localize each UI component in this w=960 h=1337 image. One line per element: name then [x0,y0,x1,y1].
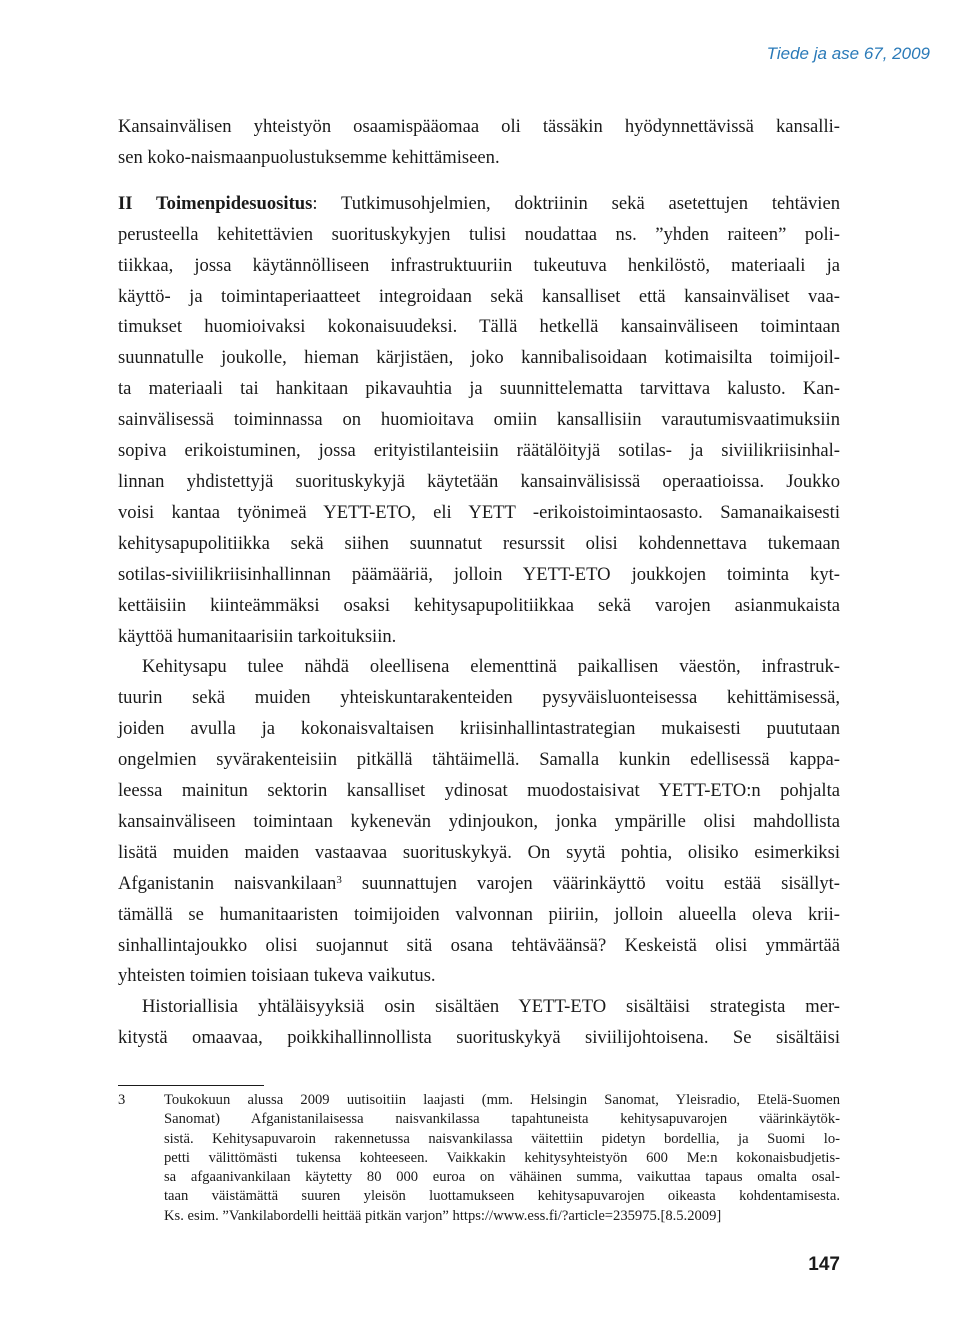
text-line: tuurin sekä muiden yhteiskuntarakenteiden pysyväisluonteisessa kehittämisessä, [118,687,840,709]
text-line: sinhallintajoukko olisi suojannut sitä osana tehtäväänsä? Keskeistä olisi ymmärtää [118,934,840,956]
text-line: linnan yhdistettyjä suorituskykyjä käytetään kansainvälisissä operaatioissa. Joukko [118,470,840,492]
footnote-line: taan väistämättä suuren yleisön luottamukseen kehitysapuvarojen oikeasta kohdentamisesta. [164,1188,840,1205]
text-line: sen koko-naismaanpuolustuksemme kehittämiseen. [118,146,500,168]
footnote-line: Sanomat) Afganistanilaisessa naisvankilassa tapahtuneista kehitysapuvarojen väärinkäytök- [164,1111,840,1128]
text-line: ongelmien syvärakenteisiin pitkällä tähtäimellä. Samalla kunkin edellisessä kappa- [118,749,840,771]
text-line: yhteisten toimien toisiaan tukeva vaikutus. [118,965,436,987]
text-line [118,189,840,220]
text-line: Historiallisia yhtäläisyyksiä osin sisältäen YETT-ETO sisältäisi strategista mer- [142,996,840,1018]
text-line: voisi kantaa työnimeä YETT-ETO, eli YETT -erikoistoimintaosasto. Samanaikaisesti [118,501,840,523]
text-line: timukset huomioivaksi kokonaisuudeksi. Tällä hetkellä kansainväliseen toimintaan [118,316,840,338]
footnote-line: sistä. Kehitysapuvaroin rakennetussa naisvankilassa väitettiin pidetyn bordellia, ja Suomi lo- [164,1130,840,1147]
footnote-line: petti välittömästi tukensa kohteeseen. Vaikkakin kehitysyhteistyön 600 Me:n kokonaisbudjetis- [164,1149,840,1166]
text-fragment: : Tutkimusohjelmien, doktriinin sekä asetettujen tehtävien [312,192,841,214]
text-line: tiikkaa, jossa käytännölliseen infrastruktuuriin tukeutuva henkilöstö, materiaali ja [118,254,840,276]
text-line: kansainväliseen toimintaan kykenevän ydinjoukon, jonka ympärille olisi mahdollista [118,810,840,832]
text-line: suunnatulle joukolle, hieman kärjistäen, joko kannibalisoidaan kotimaisilta toimijoil- [118,347,840,369]
text-line: sotilas-siviilikriisinhallinnan päämääriä, jolloin YETT-ETO joukkojen toiminta kyt- [118,563,840,585]
text-line: Kansainvälisen yhteistyön osaamispääomaa oli tässäkin hyödynnettävissä kansalli- [118,116,840,137]
text-line: kehitysapupolitiikka sekä siihen suunnatut resurssit olisi kohdennettava tukemaan [118,532,840,554]
footnote-line: sa afgaanivankilaan käytetty 80 000 euroa on vähäinen summa, vaikuttaa tapaus omalta osal- [164,1169,840,1186]
paragraph-gap [118,174,840,189]
footnote-divider [118,1085,264,1086]
text-line: leessa mainitun sektorin kansalliset ydinosat muodostaisivat YETT-ETO:n pohjalta [118,780,840,802]
text-line: kettäisiin kiinteämmäksi osaksi kehitysapupolitiikkaa sekä varojen asianmukaista [118,594,840,616]
footnote [118,1091,840,1226]
recommendation-title: II Toimenpidesuositus [118,192,313,214]
text-line: kitystä omaavaa, poikkihallinnollista suorituskykyä siviilijohtoisena. Se sisältäisi [118,1027,840,1049]
text-line: ta materiaali tai hankitaan pikavauhtia ja suunnittelematta tarvittava kalusto. Kan- [118,378,840,400]
footnote-reference: 3 [336,873,342,886]
footnote-line: Ks. esim. ”Vankilabordelli heittää pitkän varjon” https://www.ess.fi/?article=235975.[8.5.2009] [164,1207,722,1224]
footnote-line: Toukokuun alussa 2009 uutisoitiin laajasti (mm. Helsingin Sanomat, Yleisradio, Etelä-Suomen [164,1092,840,1108]
text-line: Kehitysapu tulee nähdä oleellisena elementtinä paikallisen väestön, infrastruk- [142,656,840,678]
footnote-number: 3 [118,1092,126,1108]
footnote-text [164,1091,840,1226]
text-line: lisätä muiden maiden vastaavaa suorituskykyä. On syytä pohtia, olisiko esimerkiksi [118,841,840,863]
text-line: joiden avulla ja kokonaisvaltaisen kriisinhallintastrategian mukaisesti puututaan [118,718,840,740]
text-line [118,869,840,900]
body-text [118,112,840,1054]
page-number: 147 [808,1254,840,1275]
text-line: tämällä se humanitaaristen toimijoiden valvonnan piiriin, jolloin alueella oleva krii- [118,903,840,925]
text-line: sainvälisessä toiminnassa on huomioitava omiin kansallisiin varautumisvaatimuksiin [118,409,840,431]
text-line: käyttö- ja toimintaperiaatteet integroidaan sekä kansalliset että kansainväliset vaa- [118,285,840,307]
text-line: sopiva erikoistuminen, jossa erityistilanteisiin räätälöityjä sotilas- ja siviilikriisinhal- [118,440,840,462]
text-line: käyttöä humanitaarisiin tarkoituksiin. [118,625,397,647]
text-line: perusteella kehitettävien suorituskykyjen tulisi noudattaa ns. ”yhden raiteen” poli- [118,223,840,245]
text-fragment: Afganistanin naisvankilaan [118,872,337,894]
text-fragment: suunnattujen varojen väärinkäyttö voitu estää sisällyt- [341,872,840,894]
journal-header: Tiede ja ase 67, 2009 [766,44,930,63]
